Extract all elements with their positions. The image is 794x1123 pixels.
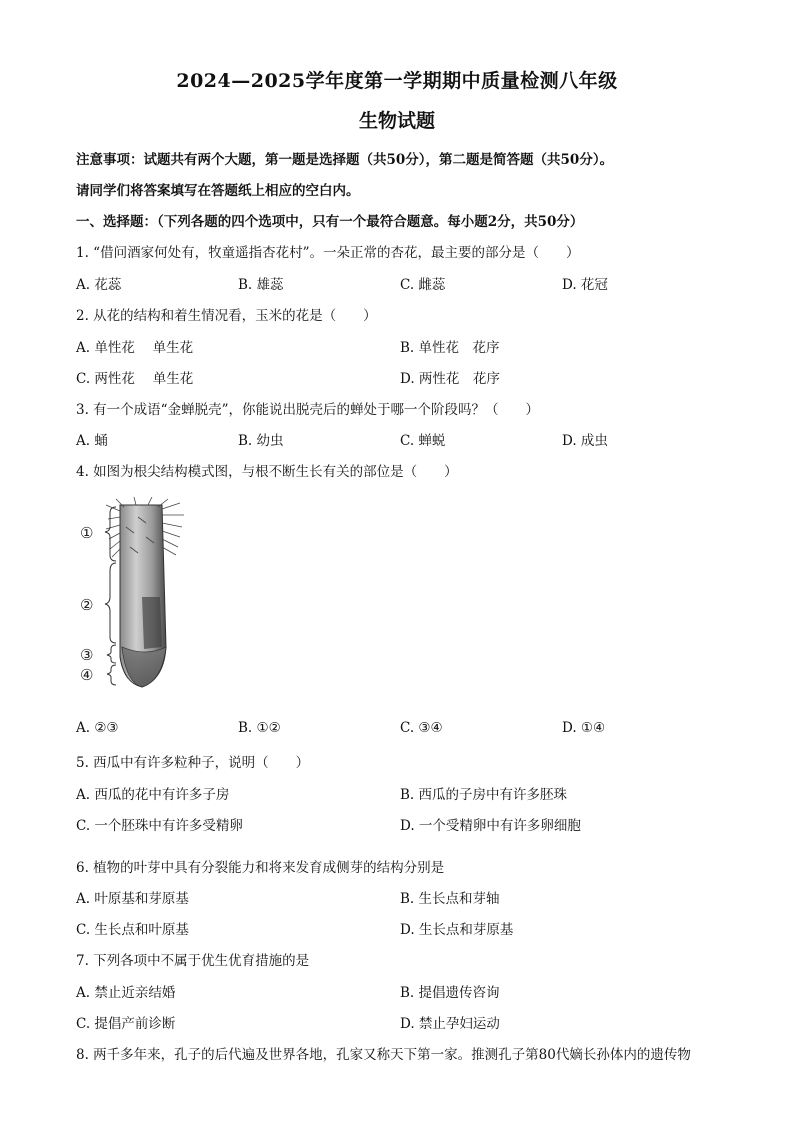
option-b: B. 幼虫 <box>238 433 284 449</box>
option-c: C. 生长点和叶原基 <box>76 922 189 938</box>
option-a: A. 禁止近亲结婚 <box>76 985 176 1001</box>
option-a: A. 蛹 <box>76 433 108 449</box>
label-region-2: ② <box>80 596 94 614</box>
option-a: A. 单性花 单生花 <box>76 340 194 356</box>
exam-title: 2024—2025学年度第一学期期中质量检测八年级 <box>176 70 618 92</box>
option-a: A. 叶原基和芽原基 <box>76 891 189 907</box>
section-heading: 一、选择题：（下列各题的四个选项中，只有一个最符合题意。每小题2分，共50分） <box>76 214 584 230</box>
option-a: A. 西瓜的花中有许多子房 <box>76 787 230 803</box>
option-d: D. 生长点和芽原基 <box>400 922 514 938</box>
option-b: B. 生长点和芽轴 <box>400 891 500 907</box>
option-c: C. ③④ <box>400 720 443 736</box>
option-d: D. ①④ <box>562 720 606 736</box>
label-region-4: ④ <box>80 666 94 684</box>
option-a: A. ②③ <box>76 720 119 736</box>
question-stem: 6. 植物的叶芽中具有分裂能力和将来发育成侧芽的结构分别是 <box>76 860 445 876</box>
option-d: D. 一个受精卵中有许多卵细胞 <box>400 818 581 834</box>
option-b: B. 提倡遗传咨询 <box>400 985 500 1001</box>
root-tip-illustration <box>76 497 206 693</box>
option-d: D. 禁止孕妇运动 <box>400 1016 500 1032</box>
notes-line-1: 注意事项：试题共有两个大题，第一题是选择题（共50分），第二题是简答题（共50分）。 <box>76 152 614 168</box>
root-tip-diagram <box>76 497 206 693</box>
notes-line-2: 请同学们将答案填写在答题纸上相应的空白内。 <box>76 183 360 199</box>
option-d: D. 花冠 <box>562 277 608 293</box>
option-d: D. 两性花 花序 <box>400 371 500 387</box>
option-b: B. 雄蕊 <box>238 277 284 293</box>
question-stem: 1. “借问酒家何处有，牧童遥指杏花村”。一朵正常的杏花，最主要的部分是（ ） <box>76 245 580 261</box>
option-b: B. 单性花 花序 <box>400 340 500 356</box>
option-c: C. 雌蕊 <box>400 277 446 293</box>
question-stem: 4. 如图为根尖结构模式图，与根不断生长有关的部位是（ ） <box>76 464 458 480</box>
option-a: A. 花蕊 <box>76 277 122 293</box>
option-c: C. 一个胚珠中有许多受精卵 <box>76 818 243 834</box>
option-c: C. 两性花 单生花 <box>76 371 194 387</box>
question-stem: 8. 两千多年来，孔子的后代遍及世界各地，孔家又称天下第一家。推测孔子第80代嫡长孙体内的遗传物 <box>76 1047 691 1063</box>
question-stem: 5. 西瓜中有许多粒种子，说明（ ） <box>76 755 310 771</box>
option-c: C. 提倡产前诊断 <box>76 1016 176 1032</box>
option-b: B. 西瓜的子房中有许多胚珠 <box>400 787 568 803</box>
question-stem: 3. 有一个成语“金蝉脱壳”，你能说出脱壳后的蝉处于哪一个阶段吗？（ ） <box>76 402 539 418</box>
label-region-3: ③ <box>80 646 94 664</box>
exam-subject: 生物试题 <box>358 110 435 132</box>
option-c: C. 蝉蜕 <box>400 433 446 449</box>
label-region-1: ① <box>80 524 94 542</box>
question-stem: 7. 下列各项中不属于优生优育措施的是 <box>76 953 310 969</box>
option-b: B. ①② <box>238 720 281 736</box>
question-stem: 2. 从花的结构和着生情况看，玉米的花是（ ） <box>76 308 377 324</box>
option-d: D. 成虫 <box>562 433 608 449</box>
